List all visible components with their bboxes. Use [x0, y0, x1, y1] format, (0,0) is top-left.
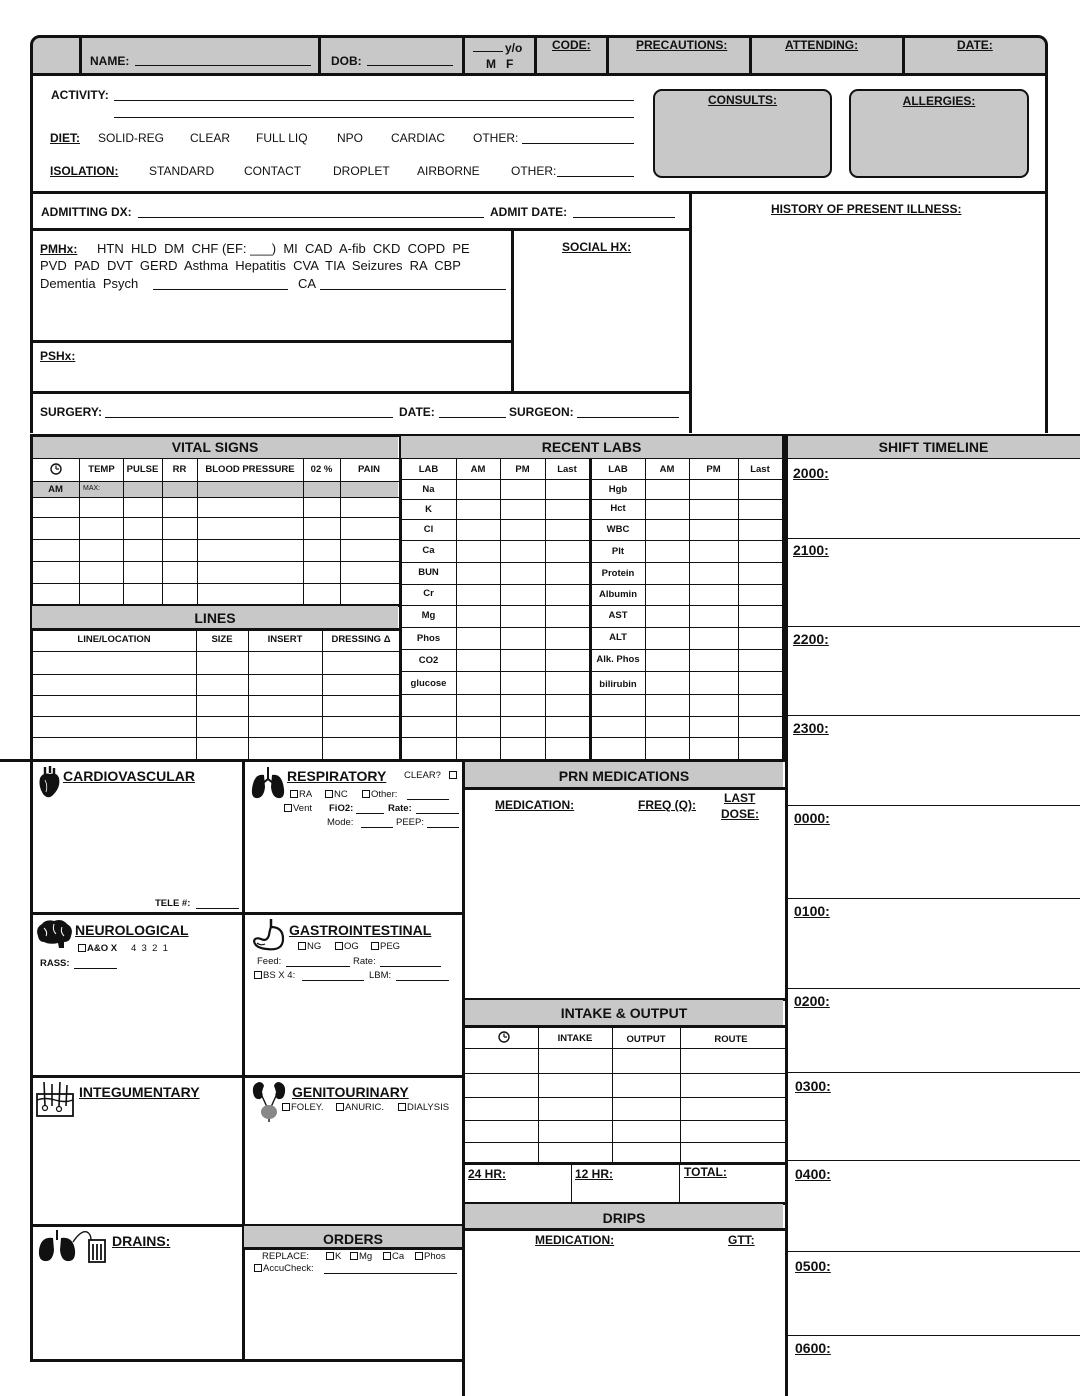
gu-dialysis-label: DIALYSIS	[407, 1102, 450, 1113]
kidney-icon	[250, 1080, 288, 1122]
lab-co2: CO2	[418, 655, 439, 666]
io-clock-icon	[498, 1031, 510, 1043]
io-total-label: TOTAL:	[684, 1165, 727, 1179]
ao-numbers[interactable]: 4 3 2 1	[131, 943, 168, 954]
lbm-label: LBM:	[369, 970, 392, 981]
lines-col-size: SIZE	[211, 634, 233, 645]
age-field[interactable]	[473, 41, 503, 52]
gi-peg-row	[371, 941, 400, 952]
allergies-label: ALLERGIES:	[902, 94, 976, 108]
gi-peg-label: PEG	[380, 941, 401, 952]
admitting-dx-label: ADMITTING DX:	[41, 205, 132, 219]
io-title: INTAKE & OUTPUT	[560, 1005, 688, 1021]
heart-icon	[36, 764, 62, 800]
isolation-label: ISOLATION:	[50, 164, 119, 178]
diet-clear[interactable]: CLEAR	[190, 131, 231, 145]
vitals-col-pulse: PULSE	[126, 464, 159, 475]
replace-ca-label: Ca	[392, 1251, 405, 1262]
lab-cl: Cl	[423, 524, 434, 535]
chest-drain-icon	[35, 1228, 111, 1264]
fio2-label: FiO2:	[329, 803, 354, 814]
lab-ca: Ca	[422, 545, 435, 556]
timeline-title: SHIFT TIMELINE	[878, 439, 989, 455]
isolation-other[interactable]: OTHER:	[511, 164, 557, 178]
peep-label: PEEP:	[396, 817, 424, 828]
gu-anuric-label: ANURIC.	[345, 1102, 385, 1113]
dob-label: DOB:	[331, 54, 362, 68]
replace-phos-row	[415, 1251, 446, 1262]
replace-mg-label: Mg	[359, 1251, 373, 1262]
lab-albumin: Albumin	[599, 589, 637, 600]
resp-nc-row	[325, 789, 348, 800]
clock-icon	[50, 463, 62, 475]
lab-ast: AST	[608, 610, 628, 621]
labs-col-am-2: AM	[659, 464, 675, 475]
diet-full-liq[interactable]: FULL LIQ	[256, 131, 308, 145]
prn-title: PRN MEDICATIONS	[558, 768, 690, 784]
drips-gtt-label: GTT:	[728, 1233, 755, 1247]
vitals-col-rr: RR	[172, 464, 187, 475]
resp-clear-label: CLEAR?	[404, 770, 441, 781]
hpi-label: HISTORY OF PRESENT ILLNESS:	[771, 202, 962, 216]
gi-ng-checkbox[interactable]	[298, 942, 306, 950]
ao-checkbox[interactable]	[78, 944, 86, 952]
lab-plt: Plt	[611, 546, 625, 557]
bs-label: BS X 4:	[263, 970, 296, 981]
tele-label: TELE #:	[155, 898, 191, 909]
admit-date-label: ADMIT DATE:	[490, 205, 568, 219]
brain-icon	[34, 918, 74, 950]
age-label: y/o	[505, 41, 523, 55]
replace-k-checkbox[interactable]	[326, 1252, 334, 1260]
ao-row	[78, 943, 117, 954]
orders-title: ORDERS	[323, 1231, 383, 1247]
replace-k-row	[326, 1251, 341, 1262]
lines-col-location: LINE/LOCATION	[77, 634, 151, 645]
resp-vent-checkbox[interactable]	[284, 804, 292, 812]
replace-k-label: K	[335, 1251, 342, 1262]
lab-hct: Hct	[610, 503, 626, 514]
resp-nc-checkbox[interactable]	[325, 790, 333, 798]
lines-col-insert: INSERT	[267, 634, 303, 645]
rate-label: Rate:	[388, 803, 412, 814]
resp-other-row	[362, 789, 397, 800]
surgeon-label: SURGEON:	[509, 405, 574, 419]
replace-mg-checkbox[interactable]	[350, 1252, 358, 1260]
replace-label: REPLACE:	[262, 1251, 309, 1262]
date-label: DATE:	[957, 38, 993, 52]
gu-dialysis-row	[398, 1102, 449, 1113]
diet-npo[interactable]: NPO	[337, 131, 364, 145]
resp-ra-label: RA	[299, 789, 313, 800]
accucheck-label: AccuCheck:	[263, 1263, 314, 1274]
lab-bilirubin: bilirubin	[599, 679, 637, 690]
lab-wbc: WBC	[606, 524, 630, 535]
labs-title: RECENT LABS	[541, 439, 642, 455]
lab-alk-phos: Alk. Phos	[596, 654, 640, 665]
surgery-label: SURGERY:	[40, 405, 103, 419]
gi-ng-row	[298, 941, 321, 952]
cardio-title: CARDIOVASCULAR	[63, 768, 195, 784]
io-12hr-label: 12 HR:	[575, 1167, 614, 1181]
isolation-droplet[interactable]: DROPLET	[333, 164, 390, 178]
pmhx-line-1: HTN HLD DM CHF (EF: ___) MI CAD A-fib CKD COPD PE	[97, 241, 470, 256]
io-col-output: OUTPUT	[626, 1034, 666, 1045]
timeline-0300[interactable]: 0300:	[795, 1078, 831, 1094]
gi-og-row	[335, 941, 359, 952]
gi-ng-label: NG	[307, 941, 322, 952]
gi-og-checkbox[interactable]	[335, 942, 343, 950]
resp-vent-label: Vent	[293, 803, 313, 814]
activity-label: ACTIVITY:	[51, 88, 109, 102]
integ-title: INTEGUMENTARY	[79, 1084, 200, 1100]
pshx-label: PSHx:	[40, 349, 76, 363]
lines-col-dressing: DRESSING Δ	[331, 634, 391, 645]
gi-title: GASTROINTESTINAL	[289, 922, 432, 938]
resp-ra-row	[290, 789, 312, 800]
prn-dose-label: DOSE:	[721, 807, 760, 821]
rass-label: RASS:	[40, 958, 70, 969]
skin-icon	[35, 1080, 75, 1118]
diet-label: DIET:	[50, 131, 80, 145]
timeline-0200[interactable]: 0200:	[794, 993, 830, 1009]
lab-k: K	[425, 504, 432, 515]
gu-foley-label: FOLEY.	[291, 1102, 324, 1113]
resp-title: RESPIRATORY	[287, 768, 387, 784]
isolation-contact[interactable]: CONTACT	[244, 164, 302, 178]
vitals-am-label: AM	[48, 484, 63, 495]
labs-col-last-2: Last	[750, 464, 770, 475]
lab-phos: Phos	[416, 633, 441, 644]
vitals-col-pain: PAIN	[358, 464, 380, 475]
lab-na: Na	[422, 484, 435, 495]
bs-row	[254, 970, 295, 981]
labs-col-lab: LAB	[418, 464, 439, 475]
io-col-intake: INTAKE	[557, 1033, 593, 1044]
lab-bun: BUN	[418, 567, 439, 578]
lines-title: LINES	[194, 610, 236, 626]
resp-nc-label: NC	[334, 789, 348, 800]
prn-freq-label: FREQ (Q):	[638, 798, 696, 812]
consults-label: CONSULTS:	[707, 93, 778, 107]
gi-og-label: OG	[344, 941, 359, 952]
name-field[interactable]	[135, 55, 311, 66]
replace-ca-checkbox[interactable]	[383, 1252, 391, 1260]
labs-col-pm: PM	[515, 464, 530, 475]
surgery-date-label: DATE:	[399, 405, 435, 419]
resp-vent-row	[284, 803, 312, 814]
lungs-icon	[250, 765, 286, 801]
gi-rate-label: Rate:	[353, 956, 376, 967]
timeline-0500[interactable]: 0500:	[795, 1258, 831, 1274]
lab-cr: Cr	[423, 588, 434, 599]
replace-phos-checkbox[interactable]	[415, 1252, 423, 1260]
timeline-0600[interactable]: 0600:	[795, 1340, 831, 1356]
gu-anuric-row	[336, 1102, 384, 1113]
io-24hr-label: 24 HR:	[468, 1167, 507, 1181]
gi-peg-checkbox[interactable]	[371, 942, 379, 950]
pmhx-ca: CA	[298, 276, 317, 291]
timeline-2200[interactable]: 2200:	[793, 631, 829, 647]
resp-clear-checkbox[interactable]	[449, 771, 457, 779]
drips-title: DRIPS	[602, 1210, 646, 1226]
prn-last-label: LAST	[724, 791, 756, 805]
labs-col-pm-2: PM	[706, 464, 721, 475]
prn-medication-label: MEDICATION:	[495, 798, 575, 812]
lab-mg: Mg	[421, 610, 436, 621]
labs-col-last: Last	[557, 464, 577, 475]
lab-glucose: glucose	[410, 678, 447, 689]
gu-foley-checkbox[interactable]	[282, 1103, 290, 1111]
pmhx-label: PMHx:	[40, 242, 78, 256]
labs-col-am: AM	[470, 464, 486, 475]
pmhx-line-2: PVD PAD DVT GERD Asthma Hepatitis CVA TIA Seizures RA CBP	[40, 258, 461, 273]
mode-label: Mode:	[327, 817, 354, 828]
resp-ra-checkbox[interactable]	[290, 790, 298, 798]
sex-label: M F	[486, 57, 514, 71]
diet-other[interactable]: OTHER:	[473, 131, 519, 145]
drips-medication-label: MEDICATION:	[535, 1233, 615, 1247]
code-label: CODE:	[552, 38, 591, 52]
feed-label: Feed:	[257, 956, 282, 967]
replace-ca-row	[383, 1251, 404, 1262]
vitals-max-label: MAX:	[83, 485, 101, 492]
timeline-0100[interactable]: 0100:	[794, 903, 830, 919]
ao-label: A&O X	[87, 943, 118, 954]
gu-title: GENITOURINARY	[292, 1084, 409, 1100]
lab-hgb: Hgb	[608, 484, 628, 495]
vitals-col-o2: 02 %	[310, 464, 333, 475]
vitals-col-bp: BLOOD PRESSURE	[205, 464, 295, 475]
timeline-0000[interactable]: 0000:	[794, 810, 830, 826]
accucheck-checkbox[interactable]	[254, 1264, 262, 1272]
timeline-2300[interactable]: 2300:	[793, 720, 829, 736]
isolation-standard[interactable]: STANDARD	[149, 164, 215, 178]
social-hx-label: SOCIAL HX:	[562, 240, 632, 254]
timeline-0400[interactable]: 0400:	[795, 1166, 831, 1182]
accucheck-row	[254, 1263, 314, 1274]
gu-anuric-checkbox[interactable]	[336, 1103, 344, 1111]
vitals-title: VITAL SIGNS	[171, 439, 259, 455]
pmhx-line-3: Dementia Psych	[40, 276, 139, 291]
dob-field[interactable]	[367, 55, 453, 66]
diet-cardiac[interactable]: CARDIAC	[391, 131, 446, 145]
isolation-airborne[interactable]: AIRBORNE	[417, 164, 480, 178]
resp-other-label: Other:	[371, 789, 398, 800]
io-col-route: ROUTE	[714, 1034, 748, 1045]
replace-phos-label: Phos	[424, 1251, 446, 1262]
attending-label: ATTENDING:	[785, 38, 859, 52]
gu-dialysis-checkbox[interactable]	[398, 1103, 406, 1111]
replace-mg-row	[350, 1251, 372, 1262]
lab-protein: Protein	[601, 568, 635, 579]
lab-alt: ALT	[609, 632, 627, 643]
bs-checkbox[interactable]	[254, 971, 262, 979]
drains-title: DRAINS:	[112, 1233, 171, 1249]
stomach-icon	[249, 917, 287, 953]
labs-col-lab-2: LAB	[608, 464, 628, 475]
diet-solid[interactable]: SOLID-REG	[98, 131, 165, 145]
name-label: NAME:	[90, 54, 130, 68]
neuro-title: NEUROLOGICAL	[75, 922, 189, 938]
vitals-col-temp: TEMP	[88, 464, 115, 475]
timeline-2100[interactable]: 2100:	[793, 542, 829, 558]
precautions-label: PRECAUTIONS:	[636, 38, 728, 52]
resp-other-checkbox[interactable]	[362, 790, 370, 798]
timeline-2000[interactable]: 2000:	[793, 465, 829, 481]
gu-foley-row	[282, 1102, 324, 1113]
